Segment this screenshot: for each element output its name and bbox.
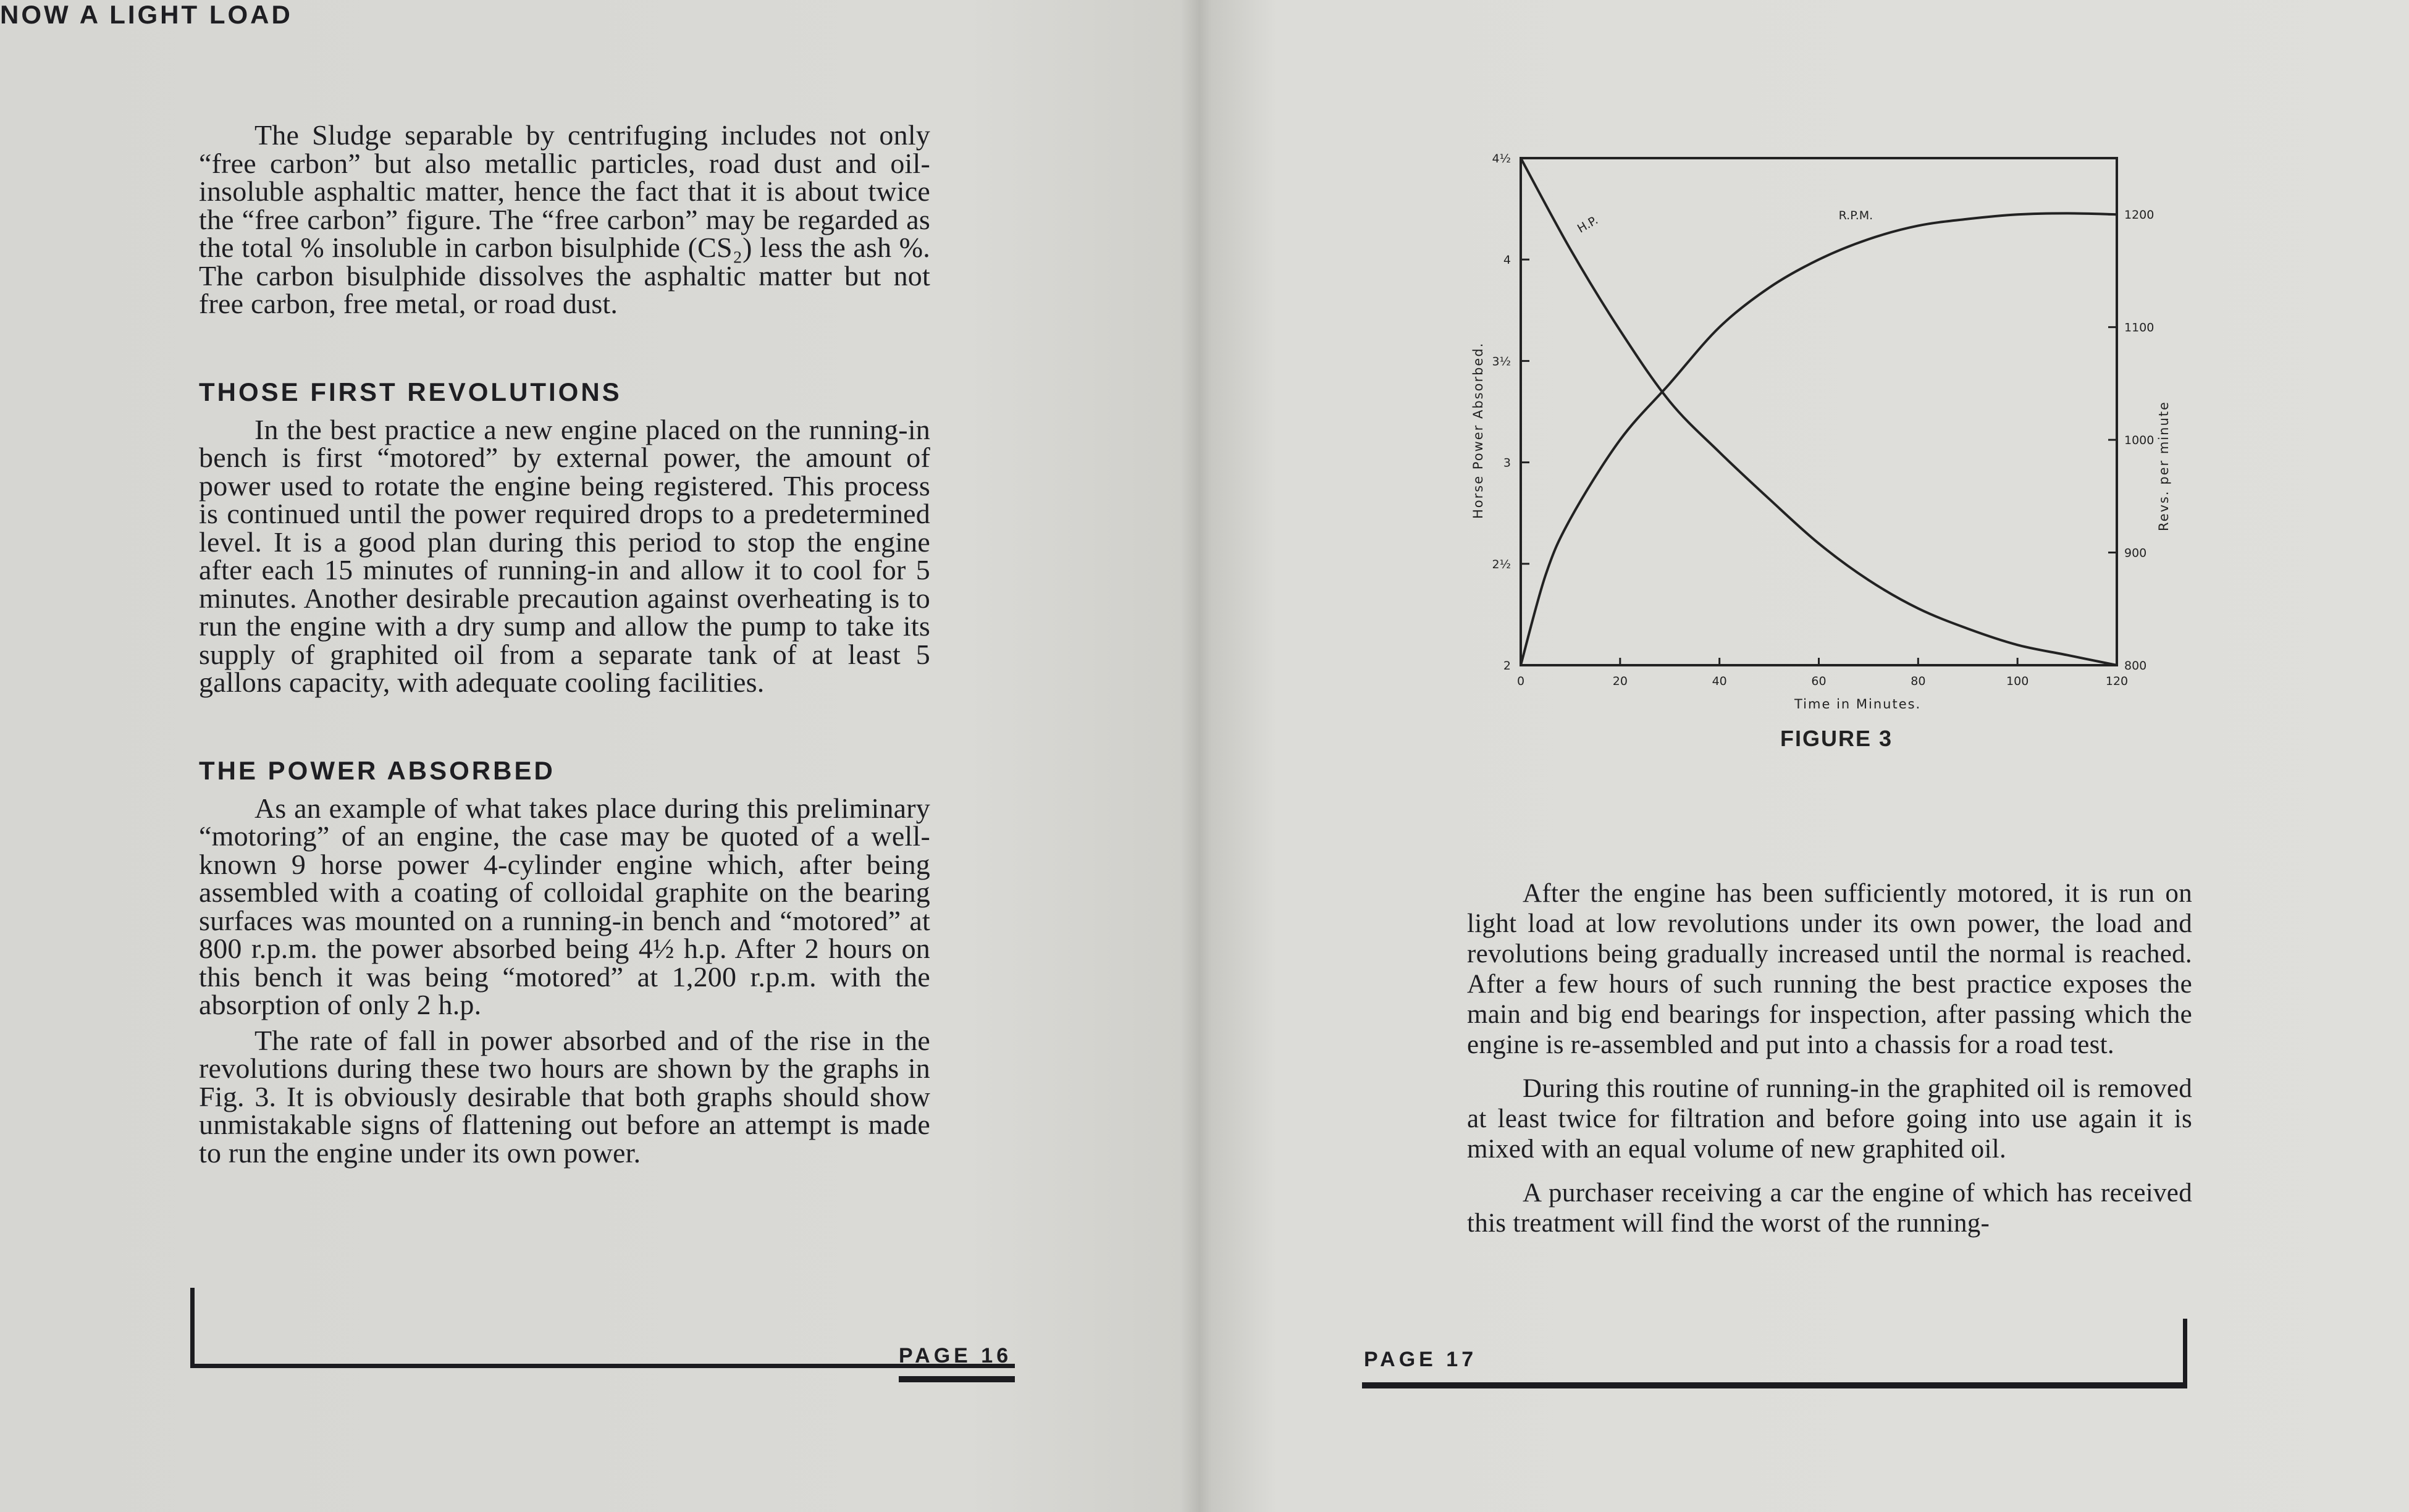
series-line-hp bbox=[1521, 158, 2117, 665]
figure-caption: FIGURE 3 bbox=[1780, 726, 1893, 751]
page-number-left: PAGE 16 bbox=[899, 1344, 1012, 1367]
y2-tick-label: 1000 bbox=[2124, 434, 2155, 448]
x-tick-label: 60 bbox=[1811, 674, 1827, 688]
x-tick-label: 20 bbox=[1612, 674, 1628, 688]
series-line-rpm bbox=[1521, 213, 2117, 665]
y-tick-label: 4½ bbox=[1492, 152, 1511, 166]
y-tick-label: 2 bbox=[1503, 659, 1511, 673]
x-tick-label: 80 bbox=[1911, 674, 1926, 688]
paragraph: After the engine has been sufficiently motored, it is run on light load at low revolutions under its own power, the load and revolutions being gradually increased until the normal is reached. After a few hours of such running the best practice exposes the main and big end bearings for inspection, after passing which the engine is re-assembled and put into a chassis for a road test. bbox=[1467, 879, 2192, 1059]
x-tick-label: 40 bbox=[1712, 674, 1727, 688]
intro-paragraph: The Sludge separable by centrifuging includes not only “free carbon” but also metallic particles, road dust and oil-insoluble asphaltic matter, hence the fact that it is about twice the “free carbon” figure. The “free carbon” may be regarded as the total % insoluble in carbon bisulphide (CS₂) less the ash %. The carbon bisulphide dissolves the asphaltic matter but not free carbon, free metal, or road dust. bbox=[199, 119, 930, 319]
y2-tick-label: 1200 bbox=[2124, 208, 2155, 222]
y2-axis-label: Revs. per minute bbox=[2156, 401, 2171, 531]
x-tick-label: 100 bbox=[2006, 674, 2029, 688]
paragraph: A purchaser receiving a car the engine of which has received this treatment will find the worst of the running- bbox=[1467, 1178, 2192, 1238]
page-number-right: PAGE 17 bbox=[1364, 1348, 1478, 1371]
section-heading-first-revolutions: THOSE FIRST REVOLUTIONS bbox=[199, 377, 622, 406]
section-heading-light-load: NOW A LIGHT LOAD bbox=[0, 0, 293, 29]
plot-frame bbox=[1521, 158, 2117, 665]
y2-tick-label: 900 bbox=[2124, 546, 2147, 560]
series-label: R.P.M. bbox=[1838, 209, 1873, 223]
paragraph: As an example of what takes place during this preliminary “motoring” of an engine, the case may be quoted of a well-known 9 horse power 4-cylinder engine which, after being assembled with a coating of colloidal graphite on the bearing surfaces was mounted on a running-in bench and “motored” at 800 r.p.m. the power absorbed being 4½ h.p. After 2 hours on this bench it was being “motored” at 1,200 r.p.m. with the absorption of only 2 h.p. bbox=[199, 792, 930, 1020]
x-tick-label: 0 bbox=[1516, 674, 1525, 688]
x-axis-label: Time in Minutes. bbox=[1794, 697, 1922, 712]
paragraph: The rate of fall in power absorbed and of the rise in the revolutions during these two hours are shown by the graphs in Fig. 3. It is obviously desirable that both graphs should show unmistakable signs of flattening out before an attempt is made to run the engine under its own power. bbox=[199, 1024, 930, 1169]
y-tick-label: 3½ bbox=[1492, 355, 1511, 369]
x-tick-label: 120 bbox=[2105, 674, 2129, 688]
y-tick-label: 2½ bbox=[1492, 557, 1511, 571]
y2-tick-label: 1100 bbox=[2124, 321, 2155, 335]
y-tick-label: 3 bbox=[1503, 456, 1511, 470]
y2-tick-label: 800 bbox=[2124, 659, 2147, 673]
y-tick-label: 4 bbox=[1503, 253, 1511, 267]
section-heading-power-absorbed: THE POWER ABSORBED bbox=[199, 755, 555, 785]
y-axis-label: Horse Power Absorbed. bbox=[1471, 342, 1486, 519]
paragraph: During this routine of running-in the graphited oil is removed at least twice for filtration and before going into use again it is mixed with an equal volume of new graphited oil. bbox=[1467, 1074, 2192, 1164]
paragraph: In the best practice a new engine placed on the running-in bench is first “motored” by external power, the amount of power used to rotate the engine being registered. This process is continued until the power required drops to a predetermined level. It is a good plan during this period to stop the engine after each 15 minutes of running-in and allow it to cool for 5 minutes. Another desirable precaution against overheating is to run the engine with a dry sump and allow the pump to take its supply of graphited oil from a separate tank of at least 5 gallons capacity, with adequate cooling facilities. bbox=[199, 413, 930, 698]
series-label: H.P. bbox=[1575, 213, 1600, 236]
